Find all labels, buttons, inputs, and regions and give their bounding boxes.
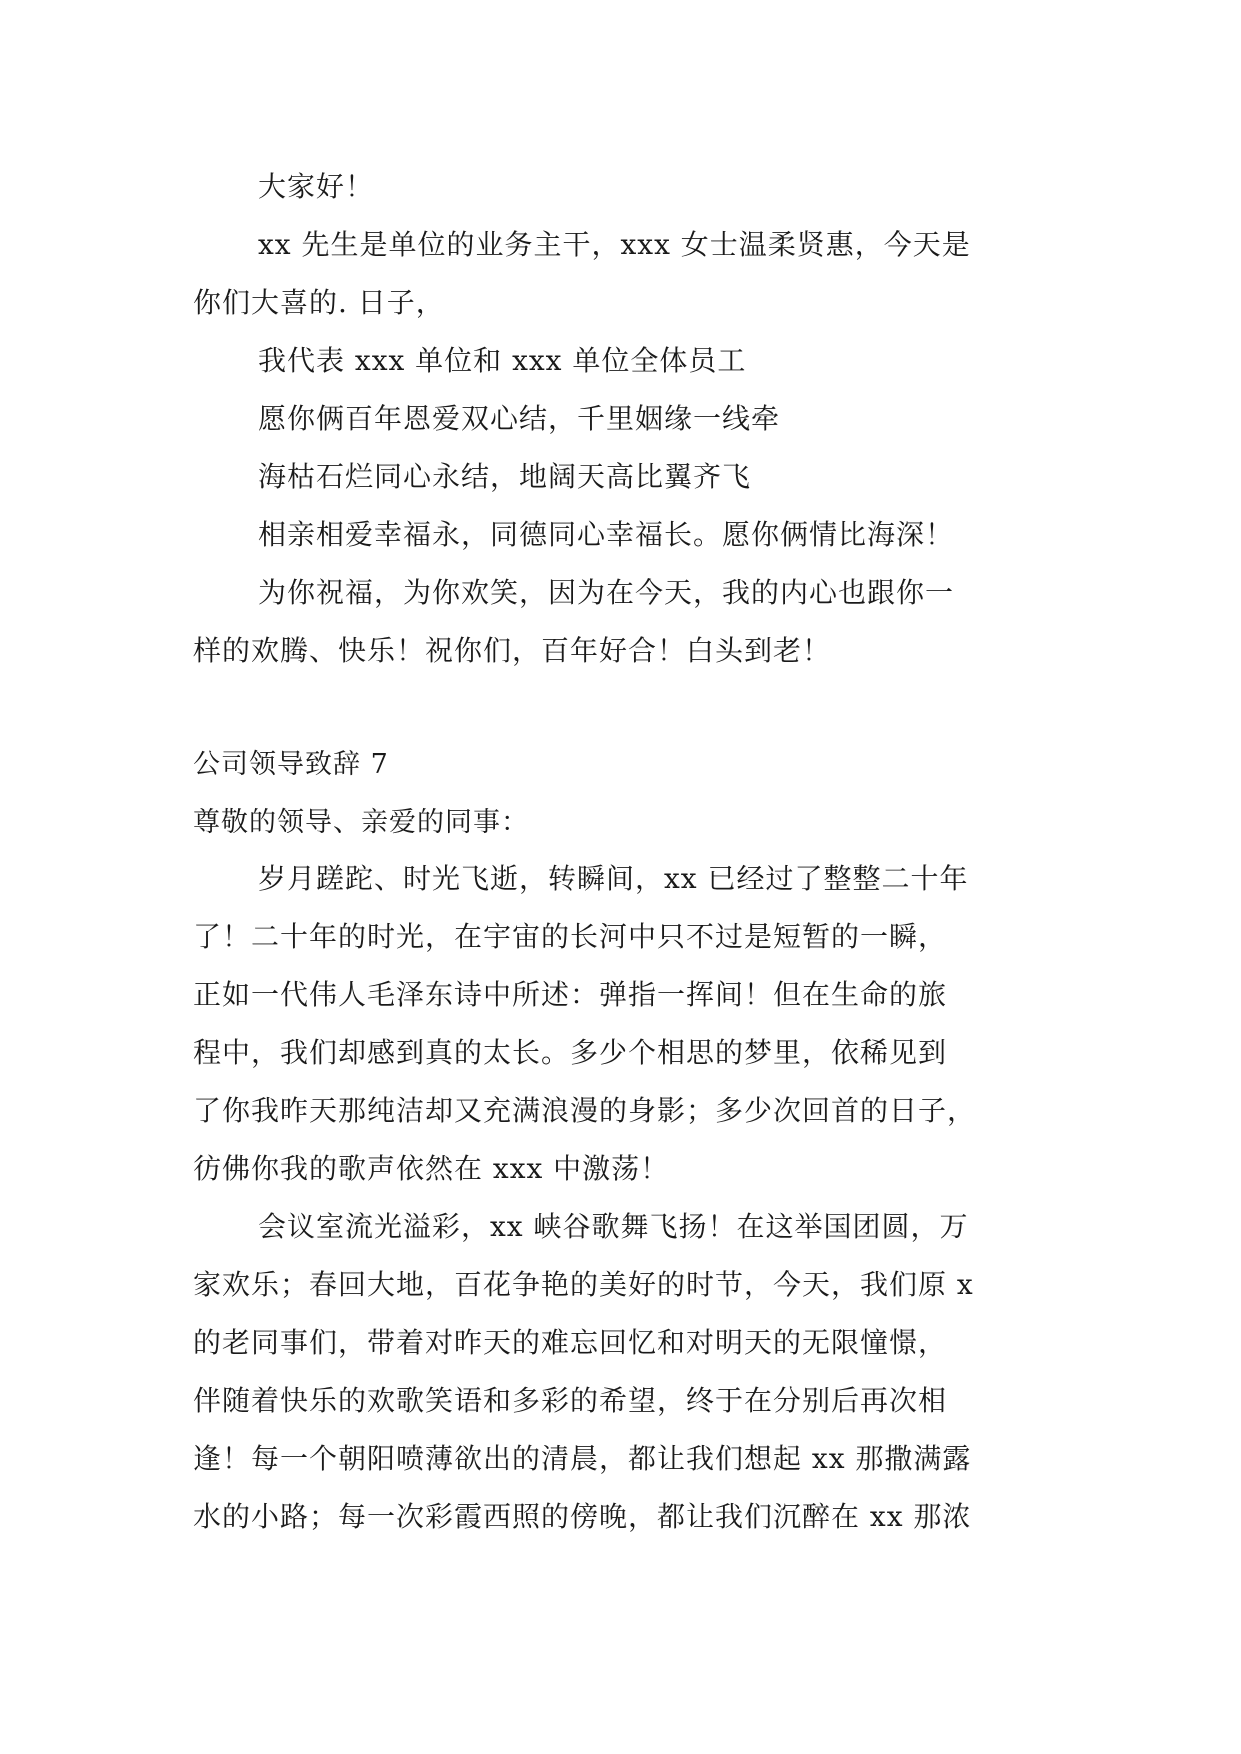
paragraph-line: xx 先生是单位的业务主干，xxx 女士温柔贤惠，今天是	[258, 228, 971, 261]
paragraph-line: 为你祝福，为你欢笑，因为在今天，我的内心也跟你一	[258, 576, 955, 609]
paragraph-line: 正如一代伟人毛泽东诗中所述：弹指一挥间！但在生命的旅	[193, 978, 948, 1011]
paragraph-line: 家欢乐；春回大地，百花争艳的美好的时节，今天，我们原 x	[193, 1268, 974, 1301]
paragraph-line: 伴随着快乐的欢歌笑语和多彩的希望，终于在分别后再次相	[193, 1384, 948, 1417]
paragraph-line: 相亲相爱幸福永，同德同心幸福长。愿你俩情比海深！	[258, 518, 955, 551]
paragraph-line: 水的小路；每一次彩霞西照的傍晚，都让我们沉醉在 xx 那浓	[193, 1500, 972, 1533]
section-title: 公司领导致辞 7	[193, 749, 389, 780]
paragraph-line: 的老同事们，带着对昨天的难忘回忆和对明天的无限憧憬，	[193, 1326, 948, 1359]
paragraph-line: 了你我昨天那纯洁却又充满浪漫的身影；多少次回首的日子，	[193, 1094, 977, 1127]
paragraph-line: 愿你俩百年恩爱双心结，千里姻缘一线牵	[258, 402, 781, 435]
paragraph-line: 程中，我们却感到真的太长。多少个相思的梦里，依稀见到	[193, 1036, 948, 1069]
paragraph-body-2	[193, 1198, 1073, 1546]
paragraph-line: 海枯石烂同心永结，地阔天高比翼齐飞	[258, 460, 752, 493]
paragraph-line: 彷佛你我的歌声依然在 xxx 中激荡！	[193, 1152, 670, 1185]
paragraph-line: 我代表 xxx 单位和 xxx 单位全体员工	[258, 344, 747, 377]
paragraph-line: 样的欢腾、快乐！祝你们，百年好合！白头到老！	[193, 634, 832, 667]
paragraph-line: 岁月蹉跎、时光飞逝，转瞬间，xx 已经过了整整二十年	[258, 862, 969, 895]
paragraph-line: 会议室流光溢彩，xx 峡谷歌舞飞扬！在这举国团圆，万	[258, 1210, 969, 1243]
greeting: 大家好！	[258, 170, 375, 203]
paragraph-line: 逢！每一个朝阳喷薄欲出的清晨，都让我们想起 xx 那撒满露	[193, 1442, 972, 1475]
salutation: 尊敬的领导、亲爱的同事：	[193, 807, 529, 838]
paragraph-body-1	[193, 850, 1073, 1198]
paragraph-line: 你们大喜的. 日子，	[193, 286, 445, 319]
paragraph-line: 了！二十年的时光，在宇宙的长河中只不过是短暂的一瞬，	[193, 920, 948, 953]
